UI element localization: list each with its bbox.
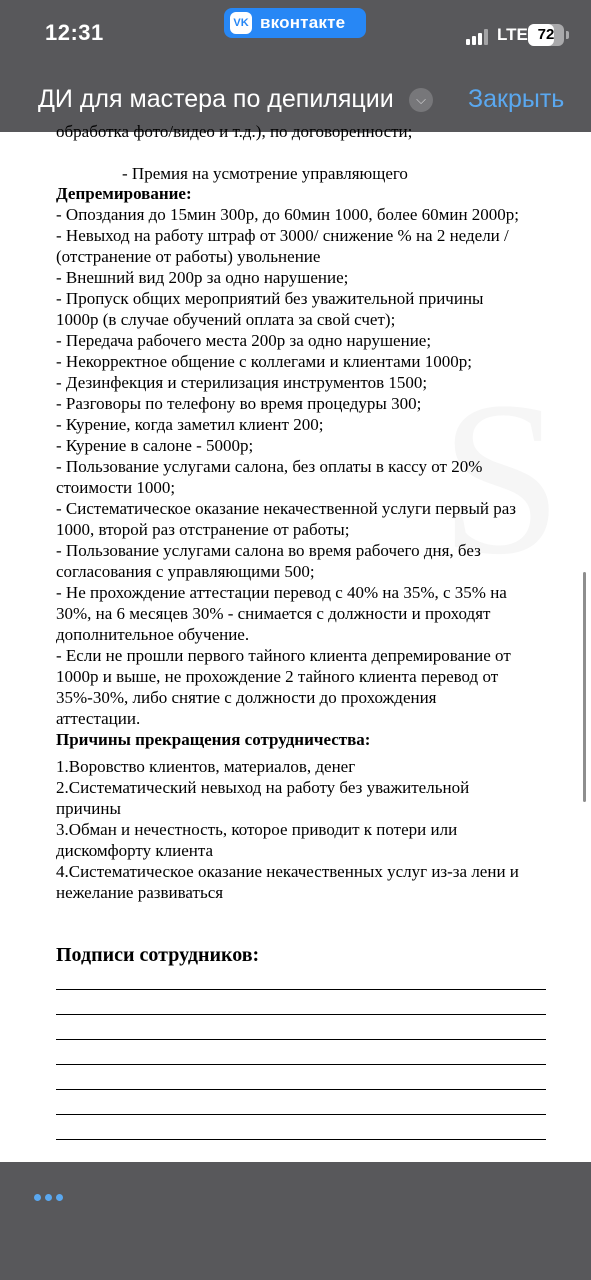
document-page[interactable] bbox=[0, 122, 591, 1162]
battery-level: 72 bbox=[537, 26, 555, 43]
document-line: - Разговоры по телефону во время процедуры 300; bbox=[56, 394, 422, 413]
signature-line bbox=[56, 1014, 546, 1015]
termination-line: 3.Обман и нечестность, которое приводит к потери или bbox=[56, 820, 458, 839]
chevron-down-icon[interactable]: ⌵ bbox=[409, 88, 433, 112]
vk-app-label: вконтакте bbox=[260, 13, 346, 32]
document-line: - Систематическое оказание некачественной услуги первый раз bbox=[56, 499, 516, 518]
termination-line: причины bbox=[56, 799, 121, 818]
document-line: - Пользование услугами салона во время рабочего дня, без bbox=[56, 541, 481, 560]
scrollbar[interactable] bbox=[583, 572, 586, 802]
document-line: - Дезинфекция и стерилизация инструментов 1500; bbox=[56, 373, 428, 392]
document-line: 1000р (в случае обучений оплата за свой счет); bbox=[56, 310, 396, 329]
document-line: согласования с управляющими 500; bbox=[56, 562, 315, 581]
termination-line: дискомфорту клиента bbox=[56, 841, 214, 860]
termination-line: 1.Воровство клиентов, материалов, денег bbox=[56, 757, 356, 776]
close-button[interactable]: Закрыть bbox=[468, 85, 565, 113]
document-line: обработка фото/видео и т.д.), по договоренности; bbox=[56, 122, 413, 141]
status-time: 12:31 bbox=[45, 20, 104, 45]
document-line: - Невыход на работу штраф от 3000/ снижение % на 2 недели / bbox=[56, 226, 509, 245]
document-line: 30%, на 6 месяцев 30% - снимается с должности и проходят bbox=[56, 604, 491, 623]
document-line: - Не прохождение аттестации перевод с 40% на 35%, с 35% на bbox=[56, 583, 507, 602]
document-title[interactable]: ДИ для мастера по депиляции bbox=[38, 85, 394, 113]
bonus-line: - Премия на усмотрение управляющего bbox=[122, 164, 408, 183]
signal-icon bbox=[466, 29, 492, 45]
document-line: (отстранение от работы) увольнение bbox=[56, 247, 321, 266]
battery-nub bbox=[566, 31, 569, 39]
document-line: - Курение, когда заметил клиент 200; bbox=[56, 415, 324, 434]
document-line: - Курение в салоне - 5000р; bbox=[56, 436, 254, 455]
vk-return-pill[interactable] bbox=[224, 8, 366, 38]
signature-line bbox=[56, 1139, 546, 1140]
document-line: - Если не прошли первого тайного клиента депремирование от bbox=[56, 646, 511, 665]
bottom-toolbar bbox=[0, 1162, 591, 1280]
document-line: аттестации. bbox=[56, 709, 141, 728]
document-line: - Пропуск общих мероприятий без уважительной причины bbox=[56, 289, 484, 308]
battery-icon bbox=[528, 24, 564, 46]
termination-line: нежелание развиваться bbox=[56, 883, 224, 902]
signatures-title: Подписи сотрудников: bbox=[56, 944, 260, 966]
document-line: - Некорректное общение с коллегами и клиентами 1000р; bbox=[56, 352, 472, 371]
section-heading: Депремирование: bbox=[56, 184, 192, 203]
document-line: 35%-30%, либо снятие с должности до прохождения bbox=[56, 688, 437, 707]
document-line: 1000р и выше, не прохождение 2 тайного клиента перевод от bbox=[56, 667, 499, 686]
signature-line bbox=[56, 1089, 546, 1090]
signature-line bbox=[56, 1064, 546, 1065]
document-line: 1000, второй раз отстранение от работы; bbox=[56, 520, 350, 539]
termination-line: 4.Систематическое оказание некачественных услуг из-за лени и bbox=[56, 862, 519, 881]
status-bar bbox=[0, 0, 591, 72]
document-line: дополнительное обучение. bbox=[56, 625, 250, 644]
signature-line bbox=[56, 1114, 546, 1115]
signature-line bbox=[56, 1039, 546, 1040]
document-line: - Опоздания до 15мин 300р, до 60мин 1000, более 60мин 2000р; bbox=[56, 205, 520, 224]
signature-line bbox=[56, 989, 546, 990]
document-line: стоимости 1000; bbox=[56, 478, 176, 497]
document-line: - Внешний вид 200р за одно нарушение; bbox=[56, 268, 349, 287]
watermark: S bbox=[440, 356, 563, 600]
section-heading: Причины прекращения сотрудничества: bbox=[56, 730, 371, 749]
termination-line: 2.Систематический невыход на работу без уважительной bbox=[56, 778, 470, 797]
document-line: - Пользование услугами салона, без оплаты в кассу от 20% bbox=[56, 457, 483, 476]
document-line: - Передача рабочего места 200р за одно нарушение; bbox=[56, 331, 432, 350]
network-type: LTE bbox=[497, 25, 528, 44]
more-icon[interactable] bbox=[34, 1194, 63, 1201]
vk-logo-icon: VK bbox=[230, 12, 252, 34]
